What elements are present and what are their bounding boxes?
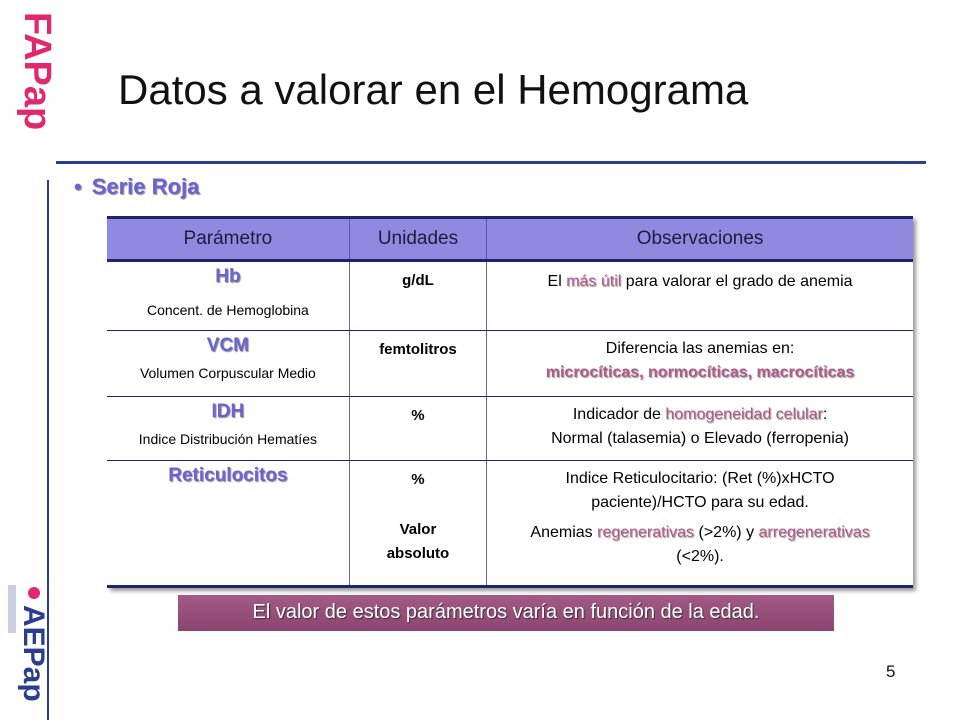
param-description: Indice Distribución Hematíes — [138, 431, 317, 447]
header-unidades: Unidades — [349, 218, 486, 261]
cell-parameter — [107, 261, 349, 331]
bullet-dot-icon: • — [74, 174, 82, 199]
obs-highlight: homogeneidad celular — [665, 406, 823, 423]
cell-observation — [487, 397, 913, 461]
obs-line — [493, 403, 907, 427]
cell-observation — [487, 331, 913, 397]
param-unit: % — [411, 471, 425, 488]
header-observaciones: Observaciones — [487, 218, 913, 261]
page-number: 5 — [886, 662, 896, 681]
table-row-reticulocitos — [107, 461, 913, 587]
obs-text: : — [822, 406, 828, 423]
cell-parameter — [107, 397, 349, 461]
param-name: Reticulocitos — [168, 465, 288, 486]
table-header-row — [107, 218, 913, 261]
aepap-logo-text: AEPap — [17, 605, 50, 702]
cell-parameter — [107, 461, 349, 587]
obs-text: Diferencia las anemias en: — [605, 340, 795, 357]
obs-highlight: más útil — [566, 273, 622, 290]
table-row-idh — [107, 397, 913, 461]
cell-observation — [487, 461, 913, 587]
cell-unit — [349, 397, 486, 461]
age-note-banner: El valor de estos parámetros varía en función de la edad. — [178, 595, 834, 631]
param-name: IDH — [211, 401, 245, 422]
obs-line — [493, 521, 907, 569]
title-divider — [56, 161, 926, 164]
header-parametro: Parámetro — [107, 218, 349, 261]
obs-text: Indice Reticulocitario: (Ret (%)xHCTO paciente)/HCTO para su edad. — [565, 470, 835, 511]
table-row-hb — [107, 261, 913, 331]
obs-text: para valorar el grado de anemia — [621, 273, 853, 290]
obs-highlight: microcíticas, normocíticas, macrocíticas — [545, 364, 855, 381]
cell-unit — [349, 461, 486, 587]
obs-text: Normal (talasemia) o Elevado (ferropenia) — [551, 430, 849, 447]
obs-text: Anemias — [530, 524, 598, 541]
slide-title: Datos a valorar en el Hemograma — [118, 66, 749, 113]
cell-unit — [349, 261, 486, 331]
param-name: Hb — [215, 266, 241, 287]
param-description: Volumen Corpuscular Medio — [139, 365, 316, 381]
aepap-logo — [2, 585, 50, 715]
obs-highlight: regenerativas — [597, 524, 695, 541]
bullet-label: Serie Roja — [91, 174, 200, 199]
obs-text: Indicador de — [572, 406, 666, 423]
table-row-vcm — [107, 331, 913, 397]
fapap-logo-text: FAPap — [16, 12, 58, 131]
obs-text: (<2%). — [676, 548, 724, 565]
param-unit: % — [411, 407, 425, 424]
sidebar — [0, 0, 58, 720]
param-unit: femtolitros — [379, 341, 457, 358]
param-description: Concent. de Hemoglobina — [146, 302, 309, 318]
bullet-serie-roja — [74, 174, 199, 200]
param-name: VCM — [206, 335, 250, 356]
parameters-table — [107, 216, 913, 588]
cell-observation — [487, 261, 913, 331]
cell-parameter — [107, 331, 349, 397]
param-unit-secondary: Valor absoluto — [386, 521, 450, 562]
obs-text: El — [547, 273, 567, 290]
param-unit: g/dL — [402, 272, 434, 289]
obs-text: (>2%) y — [694, 524, 759, 541]
cell-unit — [349, 331, 486, 397]
fapap-logo — [6, 8, 58, 148]
obs-highlight: arregenerativas — [758, 524, 870, 541]
